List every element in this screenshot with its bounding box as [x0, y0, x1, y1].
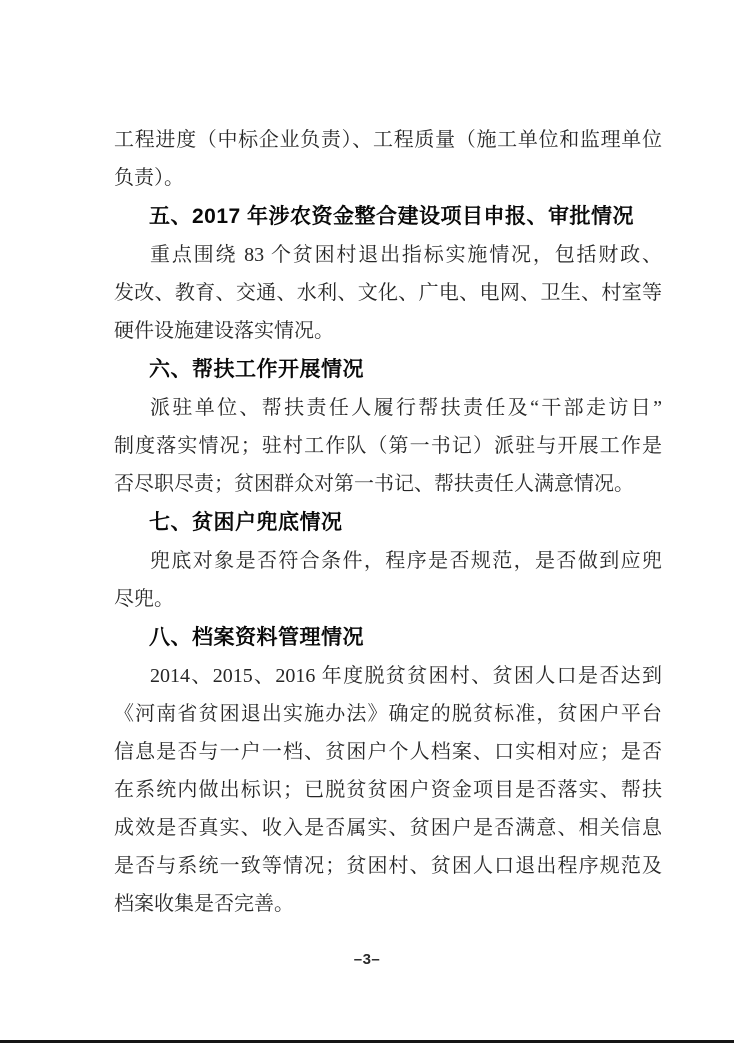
- document-body: [114, 121, 662, 923]
- text-line: 《河南省贫困退出实施办法》确定的脱贫标准，贫困户平台: [114, 703, 662, 725]
- text-line: 派驻单位、帮扶责任人履行帮扶责任及“干部走访日”: [150, 397, 662, 419]
- text-line: 工程进度（中标企业负责）、工程质量（施工单位和监理单位: [114, 129, 662, 151]
- text-line: 否尽职尽责；贫困群众对第一书记、帮扶责任人满意情况。: [114, 473, 634, 495]
- text-line: 重点围绕 83 个贫困村退出指标实施情况，包括财政、: [150, 244, 662, 266]
- text-line: 信息是否与一户一档、贫困户个人档案、口实相对应；是否: [114, 741, 662, 763]
- text-line: 负责）。: [114, 167, 184, 189]
- text-line: 2014、2015、2016 年度脱贫贫困村、贫困人口是否达到: [150, 665, 662, 687]
- section-heading: 七、贫困户兜底情况: [149, 511, 343, 534]
- section-heading: 五、2017 年涉农资金整合建设项目申报、审批情况: [149, 205, 635, 228]
- text-line: 成效是否真实、收入是否属实、贫困户是否满意、相关信息: [114, 817, 662, 839]
- section-heading: 八、档案资料管理情况: [149, 626, 364, 649]
- section-heading: 六、帮扶工作开展情况: [149, 358, 364, 381]
- text-line: 尽兜。: [114, 588, 174, 610]
- text-line: 在系统内做出标识；已脱贫贫困户资金项目是否落实、帮扶: [114, 779, 662, 801]
- text-line: 发改、教育、交通、水利、文化、广电、电网、卫生、村室等: [114, 282, 662, 304]
- text-line: 档案收集是否完善。: [114, 893, 294, 915]
- text-line: 是否与系统一致等情况；贫困村、贫困人口退出程序规范及: [114, 855, 662, 877]
- scan-bottom-edge-line: [0, 1040, 734, 1043]
- text-line: 制度落实情况；驻村工作队（第一书记）派驻与开展工作是: [114, 435, 662, 457]
- text-line: 兜底对象是否符合条件，程序是否规范，是否做到应兜: [150, 550, 662, 572]
- text-line: 硬件设施建设落实情况。: [114, 320, 334, 342]
- page-number: –3–: [353, 951, 381, 968]
